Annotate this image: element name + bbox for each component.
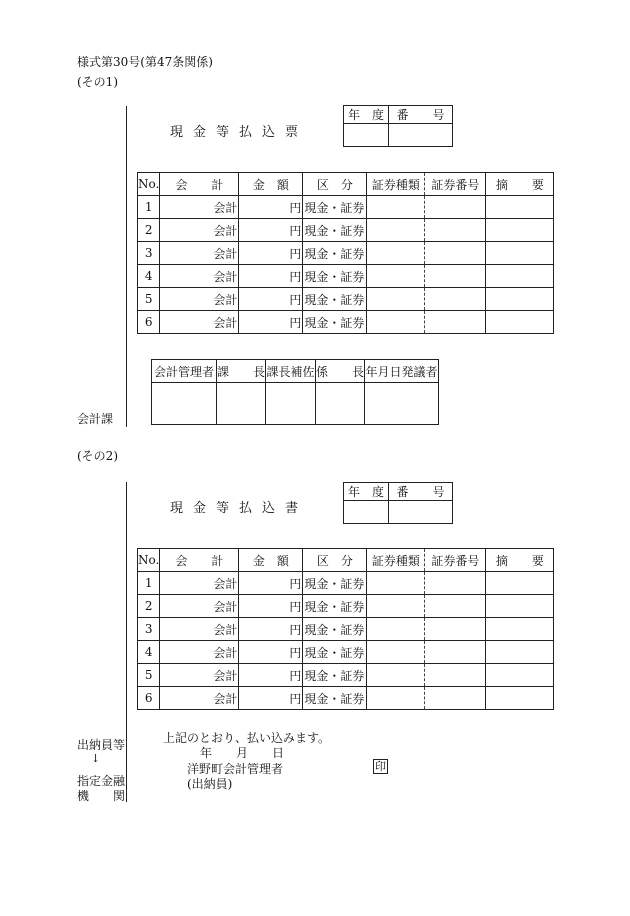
part1-main-table (137, 172, 554, 334)
row-kubun[interactable]: 現金・証券 (303, 311, 367, 334)
number-cell[interactable] (389, 501, 453, 524)
part2-side-label-treasurer: 出納員等 (77, 738, 126, 752)
row-security-number[interactable] (425, 572, 486, 595)
table-row (138, 595, 554, 618)
row-security-number[interactable] (425, 595, 486, 618)
approval-stamp-cell[interactable] (316, 383, 365, 425)
col-remarks-header: 摘 要 (486, 173, 554, 196)
row-remarks[interactable] (486, 641, 554, 664)
row-security-type[interactable] (367, 311, 425, 334)
row-security-type[interactable] (367, 572, 425, 595)
col-security-type-header: 証券種類 (367, 549, 425, 572)
row-kubun[interactable]: 現金・証券 (303, 595, 367, 618)
row-security-type[interactable] (367, 641, 425, 664)
part1-divider-line (126, 106, 127, 427)
row-remarks[interactable] (486, 595, 554, 618)
row-amount[interactable]: 円 (239, 572, 303, 595)
year-cell[interactable] (344, 501, 389, 524)
table-row (138, 288, 554, 311)
row-kubun[interactable]: 現金・証券 (303, 288, 367, 311)
table-row (138, 219, 554, 242)
row-security-number[interactable] (425, 687, 486, 710)
year-cell[interactable] (344, 124, 389, 147)
part2-label: (その2) (77, 449, 118, 463)
col-kaikei-header: 会 計 (160, 549, 239, 572)
row-remarks[interactable] (486, 311, 554, 334)
row-no: 1 (138, 572, 160, 595)
row-security-type[interactable] (367, 687, 425, 710)
part2-title: 現金等払込書 (170, 501, 309, 516)
row-kubun[interactable]: 現金・証券 (303, 641, 367, 664)
row-amount[interactable]: 円 (239, 265, 303, 288)
row-security-number[interactable] (425, 196, 486, 219)
row-security-type[interactable] (367, 595, 425, 618)
row-kubun[interactable]: 現金・証券 (303, 219, 367, 242)
row-kubun[interactable]: 現金・証券 (303, 242, 367, 265)
row-kaikei[interactable]: 会計 (160, 219, 239, 242)
part2-side-label-bank-2: 機 関 (77, 789, 126, 803)
col-kaikei-header: 会 計 (160, 173, 239, 196)
approval-stamp-cell[interactable] (217, 383, 266, 425)
number-header: 番 号 (389, 483, 453, 501)
part1-title: 現金等払込票 (170, 125, 309, 140)
row-amount[interactable]: 円 (239, 687, 303, 710)
col-no-header: No. (138, 173, 160, 196)
row-amount[interactable]: 円 (239, 219, 303, 242)
row-security-type[interactable] (367, 265, 425, 288)
row-kaikei[interactable]: 会計 (160, 242, 239, 265)
approval-stamp-cell[interactable] (365, 383, 439, 425)
row-security-number[interactable] (425, 641, 486, 664)
part1-label: (その1) (77, 75, 118, 89)
row-no: 3 (138, 242, 160, 265)
part1-year-number-table (343, 105, 453, 147)
row-remarks[interactable] (486, 265, 554, 288)
row-no: 2 (138, 595, 160, 618)
part1-side-label: 会計課 (77, 412, 114, 426)
row-no: 4 (138, 265, 160, 288)
table-row (138, 572, 554, 595)
row-amount[interactable]: 円 (239, 595, 303, 618)
part2-year-number-table (343, 482, 453, 524)
row-no: 5 (138, 664, 160, 687)
year-header: 年 度 (344, 106, 389, 124)
number-header: 番 号 (389, 106, 453, 124)
table-header-row (138, 549, 554, 572)
row-remarks[interactable] (486, 664, 554, 687)
row-security-type[interactable] (367, 219, 425, 242)
row-amount[interactable]: 円 (239, 664, 303, 687)
row-amount[interactable]: 円 (239, 288, 303, 311)
table-row (138, 242, 554, 265)
seal-wrapper (373, 759, 388, 774)
row-security-number[interactable] (425, 664, 486, 687)
row-kaikei[interactable]: 会計 (160, 572, 239, 595)
row-kaikei[interactable]: 会計 (160, 595, 239, 618)
down-arrow-icon: ↓ (91, 752, 101, 765)
col-amount-header: 金 額 (239, 173, 303, 196)
table-row (138, 641, 554, 664)
row-remarks[interactable] (486, 242, 554, 265)
row-remarks[interactable] (486, 288, 554, 311)
col-kubun-header: 区 分 (303, 549, 367, 572)
row-amount[interactable]: 円 (239, 196, 303, 219)
row-remarks[interactable] (486, 196, 554, 219)
row-kaikei[interactable]: 会計 (160, 664, 239, 687)
part2-main-table (137, 548, 554, 710)
row-no: 1 (138, 196, 160, 219)
row-security-type[interactable] (367, 664, 425, 687)
year-header: 年 度 (344, 483, 389, 501)
approval-header-accounting-manager: 会計管理者 (152, 360, 217, 383)
table-row (138, 687, 554, 710)
row-amount[interactable]: 円 (239, 618, 303, 641)
row-kaikei[interactable]: 会計 (160, 196, 239, 219)
row-kaikei[interactable]: 会計 (160, 288, 239, 311)
row-security-number[interactable] (425, 288, 486, 311)
row-remarks[interactable] (486, 687, 554, 710)
row-no: 3 (138, 618, 160, 641)
signer-role: (出納員) (187, 777, 233, 791)
col-security-number-header: 証券番号 (425, 549, 486, 572)
row-no: 4 (138, 641, 160, 664)
approval-table (151, 359, 439, 425)
row-security-number[interactable] (425, 242, 486, 265)
table-row (138, 664, 554, 687)
table-row (138, 618, 554, 641)
row-no: 5 (138, 288, 160, 311)
row-kubun[interactable]: 現金・証券 (303, 196, 367, 219)
number-cell[interactable] (389, 124, 453, 147)
col-security-number-header: 証券番号 (425, 173, 486, 196)
table-row (138, 196, 554, 219)
date-line: 年 月 日 (200, 746, 285, 760)
signer-label: 洋野町会計管理者 (187, 762, 284, 776)
approval-stamp-cell[interactable] (152, 383, 217, 425)
row-kaikei[interactable]: 会計 (160, 687, 239, 710)
part2-side-label-bank-1: 指定金融 (77, 774, 126, 788)
approval-stamp-cell[interactable] (266, 383, 316, 425)
statement-text: 上記のとおり、払い込みます。 (163, 731, 331, 745)
approval-header-date-proposer: 年月日発議者 (365, 360, 439, 383)
seal-mark-icon: 印 (375, 760, 386, 773)
table-header-row (138, 173, 554, 196)
row-security-type[interactable] (367, 618, 425, 641)
approval-header-assistant-chief: 課長補佐 (266, 360, 316, 383)
row-remarks[interactable] (486, 572, 554, 595)
col-security-type-header: 証券種類 (367, 173, 425, 196)
row-kubun[interactable]: 現金・証券 (303, 265, 367, 288)
row-security-type[interactable] (367, 242, 425, 265)
table-row (138, 311, 554, 334)
row-kubun[interactable]: 現金・証券 (303, 687, 367, 710)
row-no: 6 (138, 311, 160, 334)
row-remarks[interactable] (486, 618, 554, 641)
row-security-number[interactable] (425, 311, 486, 334)
row-security-type[interactable] (367, 196, 425, 219)
col-remarks-header: 摘 要 (486, 549, 554, 572)
row-no: 6 (138, 687, 160, 710)
row-kaikei[interactable]: 会計 (160, 641, 239, 664)
row-security-type[interactable] (367, 288, 425, 311)
row-security-number[interactable] (425, 618, 486, 641)
form-number: 様式第30号(第47条関係) (77, 55, 213, 69)
row-security-number[interactable] (425, 265, 486, 288)
row-security-number[interactable] (425, 219, 486, 242)
col-amount-header: 金 額 (239, 549, 303, 572)
row-kubun[interactable]: 現金・証券 (303, 664, 367, 687)
row-remarks[interactable] (486, 219, 554, 242)
col-no-header: No. (138, 549, 160, 572)
row-amount[interactable]: 円 (239, 641, 303, 664)
row-kubun[interactable]: 現金・証券 (303, 618, 367, 641)
part2-divider-line (126, 482, 127, 802)
row-kaikei[interactable]: 会計 (160, 311, 239, 334)
row-amount[interactable]: 円 (239, 311, 303, 334)
row-kaikei[interactable]: 会計 (160, 618, 239, 641)
row-no: 2 (138, 219, 160, 242)
row-kubun[interactable]: 現金・証券 (303, 572, 367, 595)
col-kubun-header: 区 分 (303, 173, 367, 196)
row-amount[interactable]: 円 (239, 242, 303, 265)
approval-header-subsection-chief: 係 長 (316, 360, 365, 383)
approval-header-section-chief: 課 長 (217, 360, 266, 383)
table-row (138, 265, 554, 288)
row-kaikei[interactable]: 会計 (160, 265, 239, 288)
